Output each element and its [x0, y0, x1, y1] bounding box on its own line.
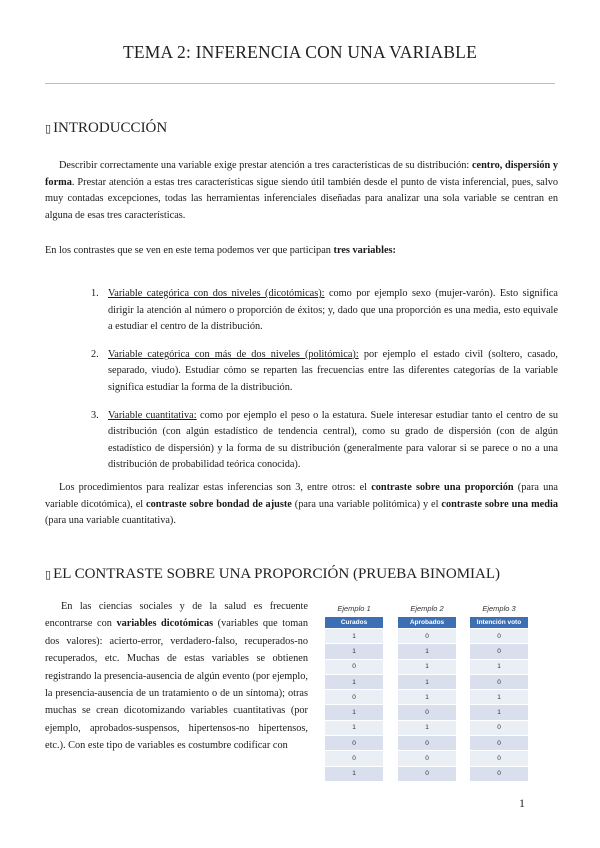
table-caption: Ejemplo 3 — [482, 604, 516, 613]
table-cell: 1 — [325, 705, 383, 720]
table-row — [325, 705, 383, 720]
table-row — [398, 736, 456, 751]
table-row — [470, 720, 528, 735]
bold-text: tres variables: — [333, 245, 396, 256]
table-row — [398, 644, 456, 659]
underlined-text: Variable categórica con más de dos niveles (politómica): — [108, 348, 359, 360]
list-item — [86, 347, 558, 397]
bold-text: variables dicotómicas — [116, 618, 214, 630]
table-row — [398, 690, 456, 705]
list-item-text — [108, 410, 558, 471]
list-item-number: 1. — [91, 288, 99, 299]
table-row — [470, 674, 528, 689]
table-row — [325, 629, 383, 644]
table-header: Intención voto — [470, 617, 528, 629]
example-table-1 — [325, 604, 383, 782]
list-item-text — [108, 349, 558, 393]
table-cell: 0 — [398, 736, 456, 751]
underlined-text: Variable cuantitativa: — [108, 409, 197, 421]
table-cell: 1 — [470, 705, 528, 720]
table-cell: 1 — [398, 659, 456, 674]
table-row — [325, 766, 383, 781]
text-run: (variables que toman dos valores): acierto-error, verdadero-falso, recuperados-no recuperados, etc. Muchas de estas variables se obtienen registrando la presencia-ausencia de algún evento (por ejemplo, la presencia-ausencia de un tratamiento o de un síntoma); otras muchas se crean dicotomizando variables cuantitativas (por ejemplo, aprobados-suspensos, hipertensos-no hipertensos, etc.). Con este tipo de variables es costumbre codificar con — [45, 618, 308, 752]
table-cell: 1 — [398, 644, 456, 659]
text-run: En las ciencias sociales y de la salud es frecuente encontrarse con — [45, 601, 308, 630]
bold-text: contraste sobre una proporción — [371, 482, 514, 493]
table-row — [325, 751, 383, 766]
table-cell: 0 — [398, 766, 456, 781]
table-cell: 1 — [398, 690, 456, 705]
table-row — [470, 629, 528, 644]
text-run: (para una variable politómica) y el — [291, 498, 442, 510]
table-cell: 0 — [470, 751, 528, 766]
table-row — [470, 659, 528, 674]
table-cell: 0 — [470, 720, 528, 735]
text-run: Describir correctamente una variable exige prestar atención a tres características de su distribución: — [59, 160, 472, 171]
table-cell: 0 — [325, 690, 383, 705]
list-item-text — [108, 288, 558, 332]
table-cell: 1 — [325, 629, 383, 644]
intro-paragraph-3 — [45, 480, 558, 530]
text-run: (para una variable dicotómica), el — [45, 482, 558, 510]
table-cell: 1 — [470, 659, 528, 674]
underlined-text: Variable categórica con dos niveles (dicotómicas): — [108, 288, 325, 299]
table-row — [398, 659, 456, 674]
page-title: TEMA 2: INFERENCIA CON UNA VARIABLE — [123, 42, 477, 62]
table-cell: 1 — [398, 674, 456, 689]
section-heading-introduccion — [45, 120, 167, 137]
table-cell: 1 — [398, 720, 456, 735]
table-row — [398, 751, 456, 766]
table-cell: 1 — [325, 766, 383, 781]
intro-paragraph-2 — [45, 243, 558, 260]
example-table-2 — [398, 604, 456, 782]
table-row — [470, 644, 528, 659]
title-divider — [45, 83, 555, 84]
table-cell: 1 — [325, 644, 383, 659]
table-row — [325, 720, 383, 735]
table-cell: 0 — [470, 644, 528, 659]
table-cell: 0 — [470, 766, 528, 781]
table-cell: 0 — [470, 629, 528, 644]
example-table-3 — [470, 604, 528, 782]
table-row — [325, 736, 383, 751]
text-run: como por ejemplo sexo (mujer-varón). Esto significa dirigir la atención al número o proporción de éxitos; y, dado que una proporción es una media, esto equivale a estudiar el centro de la distribución. — [108, 288, 558, 333]
table-row — [470, 736, 528, 751]
table-cell: 0 — [398, 705, 456, 720]
table-row — [398, 766, 456, 781]
section-heading-text: INTRODUCCIÓN — [53, 120, 168, 136]
text-run: . Prestar atención a estas tres características sigue siendo útil también desde el punto de vista inferencial, pues, salvo muy contadas excepciones, todas las herramientas inferenciales diseñadas para analizar una sola variable se centran en alguna de esas tres características. — [45, 176, 558, 221]
text-run: como por ejemplo el peso o la estatura. Suele interesar estudiar tanto el centro de su distribución (con algún estadístico de tendencia central), como su grado de dispersión (con de algún estadístico de dispersión) y la forma de su distribución (generalmente para valorar si se parece o no a una distribución de probabilidad teórica conocida). — [108, 409, 558, 471]
table-row — [470, 690, 528, 705]
text-run: En los contrastes que se ven en este tema podemos ver que participan — [45, 245, 334, 256]
table-cell: 1 — [470, 690, 528, 705]
table-row — [470, 766, 528, 781]
heading-bullet-icon: ▯ — [45, 122, 52, 135]
text-run: Los procedimientos para realizar estas inferencias son 3, entre otros: el — [59, 482, 372, 493]
table-row — [398, 674, 456, 689]
text-run: (para una variable cuantitativa). — [45, 515, 176, 527]
section-heading-text: EL CONTRASTE SOBRE UNA PROPORCIÓN (PRUEBA BINOMIAL) — [53, 566, 501, 582]
table-cell: 0 — [325, 751, 383, 766]
table-row — [325, 659, 383, 674]
table-header: Curados — [325, 617, 383, 629]
bold-text: centro, dispersión y forma — [45, 160, 558, 188]
bold-text: contraste sobre bondad de ajuste — [146, 498, 292, 510]
table-row — [325, 690, 383, 705]
binomial-paragraph — [45, 598, 308, 755]
list-item-number: 2. — [91, 348, 99, 360]
table-cell: 0 — [398, 629, 456, 644]
list-item — [86, 408, 558, 474]
table-cell: 0 — [470, 736, 528, 751]
section-heading-proporcion — [45, 566, 500, 583]
list-item-number: 3. — [91, 409, 99, 421]
table-row — [398, 720, 456, 735]
intro-paragraph-1 — [45, 158, 558, 224]
list-item — [86, 286, 558, 336]
table-cell: 0 — [470, 674, 528, 689]
table-cell: 0 — [325, 736, 383, 751]
table-row — [325, 674, 383, 689]
heading-bullet-icon: ▯ — [45, 568, 52, 581]
text-run: por ejemplo el estado civil (soltero, casado, separado, viudo). Estudiar cómo se reparten las frecuencias entre las diferentes categorías de la variable significa estudiar la forma de la distribución. — [108, 348, 558, 393]
table-header: Aprobados — [398, 617, 456, 629]
variables-list — [86, 286, 558, 485]
table-row — [470, 705, 528, 720]
bold-text: contraste sobre una media — [441, 498, 558, 510]
table-cell: 1 — [325, 720, 383, 735]
page-number: 1 — [519, 796, 525, 810]
table-caption: Ejemplo 1 — [337, 604, 371, 613]
table-cell: 1 — [325, 674, 383, 689]
table-row — [398, 705, 456, 720]
table-row — [325, 644, 383, 659]
table-cell: 0 — [325, 659, 383, 674]
table-caption: Ejemplo 2 — [410, 604, 444, 613]
table-row — [470, 751, 528, 766]
table-cell: 0 — [398, 751, 456, 766]
table-row — [398, 629, 456, 644]
